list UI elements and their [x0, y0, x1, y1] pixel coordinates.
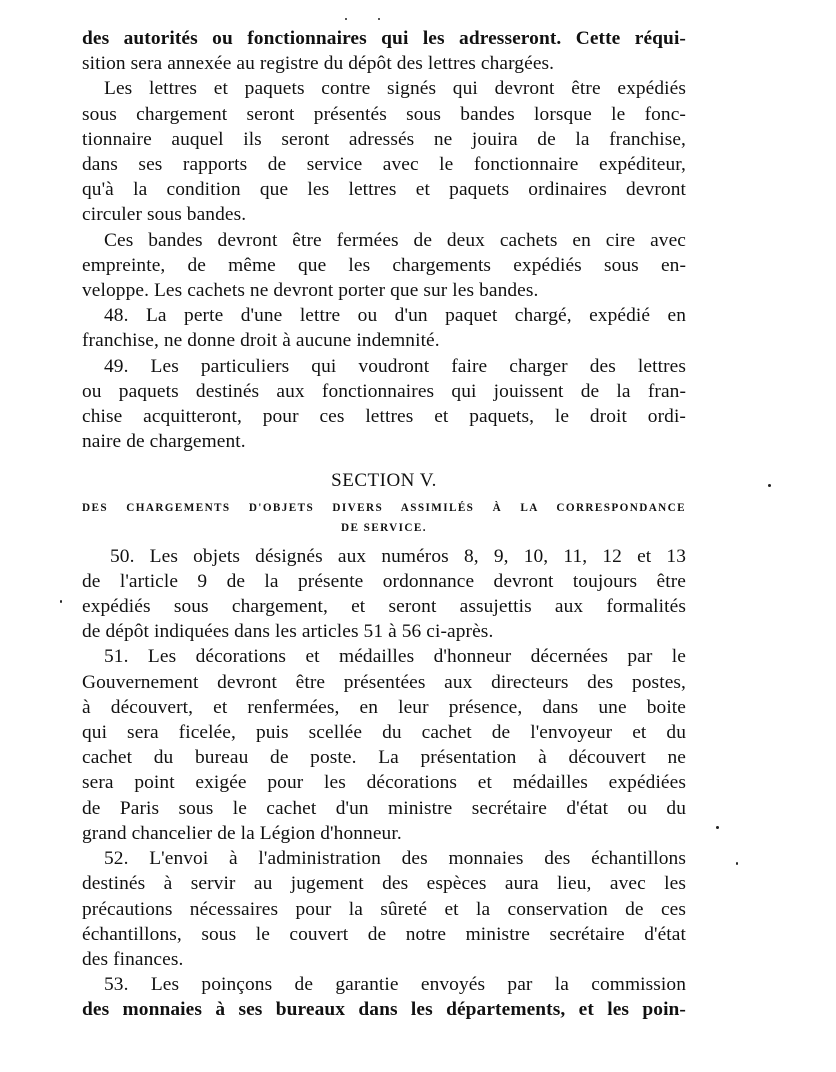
- text-line: circuler sous bandes.: [82, 204, 247, 226]
- text-line: 51. Les décorations et médailles d'honneur décernées par le: [104, 646, 686, 668]
- text-line: destinés à servir au jugement des espèces aura lieu, avec les: [82, 873, 686, 895]
- scan-speck: [378, 18, 380, 20]
- article-48: [82, 303, 686, 353]
- scan-speck: [736, 862, 738, 865]
- text-line: 53. Les poinçons de garantie envoyés par la commission: [104, 974, 686, 996]
- article-53: [82, 972, 686, 1022]
- section-subtitle-line: DE SERVICE.: [341, 521, 427, 534]
- scan-speck: [768, 484, 771, 487]
- text-line: empreinte, de même que les chargements expédiés sous en-: [82, 254, 686, 276]
- text-line: des finances.: [82, 948, 184, 970]
- text-line: à découvert, et renfermées, en leur présence, dans une boite: [82, 696, 686, 718]
- scan-speck: [716, 826, 719, 829]
- text-line: sera point exigée pour les décorations et médailles expédiées: [82, 772, 686, 794]
- text-line: tionnaire auquel ils seront adressés ne jouira de la franchise,: [82, 128, 686, 150]
- article-49: [82, 354, 686, 455]
- paragraph-contresignes: [82, 76, 686, 227]
- text-line: sition sera annexée au registre du dépôt des lettres chargées.: [82, 53, 555, 75]
- text-line: de Paris sous le cachet d'un ministre secrétaire d'état ou du: [82, 797, 686, 819]
- text-line: 52. L'envoi à l'administration des monnaies des échantillons: [104, 848, 686, 870]
- text-line: 48. La perte d'une lettre ou d'un paquet chargé, expédié en: [104, 305, 686, 327]
- text-line: qu'à la condition que les lettres et paquets ordinaires devront: [82, 179, 686, 201]
- text-line: sous chargement seront présentés sous bandes lorsque le fonc-: [82, 103, 686, 125]
- text-line: veloppe. Les cachets ne devront porter que sur les bandes.: [82, 280, 539, 302]
- paragraph-bandes: [82, 228, 686, 304]
- text-line: ou paquets destinés aux fonctionnaires qui jouissent de la fran-: [82, 380, 686, 402]
- text-line: expédiés sous chargement, et seront assujettis aux formalités: [82, 596, 686, 618]
- text-line: dans ses rapports de service avec le fonctionnaire expéditeur,: [82, 154, 686, 176]
- text-line: des autorités ou fonctionnaires qui les adresseront. Cette réqui-: [82, 28, 686, 49]
- text-line: de dépôt indiquées dans les articles 51 à 56 ci-après.: [82, 621, 494, 643]
- text-line: échantillons, sous le couvert de notre ministre secrétaire d'état: [82, 923, 686, 945]
- text-line: Les lettres et paquets contre signés qui devront être expédiés: [104, 78, 686, 100]
- text-line: qui sera ficelée, puis scellée du cachet de l'envoyeur et du: [82, 722, 686, 744]
- text-line: Ces bandes devront être fermées de deux cachets en cire avec: [104, 229, 686, 251]
- text-line: Gouvernement devront être présentées aux directeurs des postes,: [82, 671, 686, 693]
- scan-speck: [345, 18, 347, 20]
- article-50: [82, 544, 686, 645]
- scan-speck: [60, 600, 62, 603]
- text-line: 49. Les particuliers qui voudront faire charger des lettres: [104, 355, 686, 377]
- text-line: chise acquitteront, pour ces lettres et paquets, le droit ordi-: [82, 406, 686, 428]
- section-subtitle-line: DES CHARGEMENTS D'OBJETS DIVERS ASSIMILÉS À LA CORRESPONDANCE: [82, 501, 686, 514]
- article-52: [82, 846, 686, 972]
- text-line: cachet du bureau de poste. La présentation à découvert ne: [82, 747, 686, 769]
- text-line: des monnaies à ses bureaux dans les départements, et les poin-: [82, 999, 686, 1021]
- text-line: 50. Les objets désignés aux numéros 8, 9, 10, 11, 12 et 13: [110, 545, 686, 567]
- section-title: SECTION V.: [331, 470, 437, 492]
- text-line: grand chancelier de la Légion d'honneur.: [82, 822, 402, 844]
- text-line: de l'article 9 de la présente ordonnance devront toujours être: [82, 570, 686, 592]
- page-text: [82, 26, 686, 1023]
- text-line: naire de chargement.: [82, 431, 246, 453]
- article-51: [82, 644, 686, 846]
- text-line: précautions nécessaires pour la sûreté et la conservation de ces: [82, 898, 686, 920]
- text-line: franchise, ne donne droit à aucune indemnité.: [82, 330, 440, 352]
